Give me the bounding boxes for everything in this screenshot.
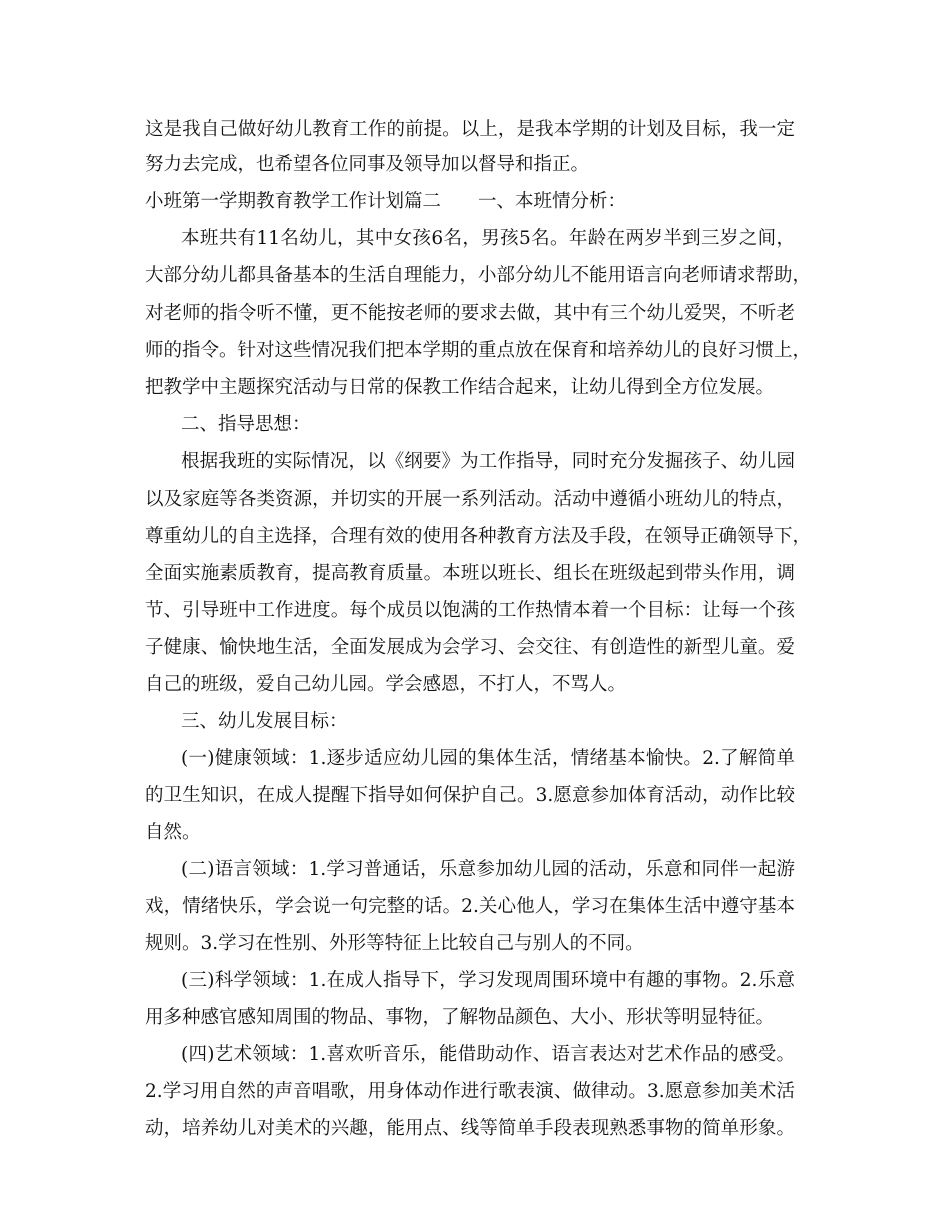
- text-line: 全面实施素质教育，提高教育质量。本班以班长、组长在班级起到带头作用，调: [145, 563, 795, 584]
- text-line: 大部分幼儿都具备基本的生活自理能力，小部分幼儿不能用语言向老师请求帮助，: [145, 265, 812, 286]
- text-line: 把教学中主题探究活动与日常的保教工作结合起来，让幼儿得到全方位发展。: [145, 377, 775, 398]
- text-line: 规则。3.学习在性别、外形等特征上比较自己与别人的不同。: [145, 933, 644, 954]
- text-line: 根据我班的实际情况，以《纲要》为工作指导，同时充分发掘孩子、幼儿园: [181, 451, 795, 472]
- text-line: 这是我自己做好幼儿教育工作的前提。以上，是我本学期的计划及目标，我一定: [145, 119, 795, 140]
- text-line: 努力去完成，也希望各位同事及领导加以督导和指正。: [145, 154, 590, 175]
- text-line: 的卫生知识，在成人提醒下指导如何保护自己。3.愿意参加体育活动，动作比较: [145, 785, 795, 806]
- text-line: 用多种感官感知周围的物品、事物，了解物品颜色、大小、形状等明显特征。: [145, 1007, 775, 1028]
- text-line: (二)语言领域：1.学习普通话，乐意参加幼儿园的活动，乐意和同伴一起游: [181, 859, 795, 880]
- text-line: 师的指令。针对这些情况我们把本学期的重点放在保育和培养幼儿的良好习惯上，: [145, 340, 812, 361]
- text-line: 本班共有11名幼儿，其中女孩6名，男孩5名。年龄在两岁半到三岁之间，: [181, 228, 795, 249]
- text-line: (四)艺术领域：1.喜欢听音乐，能借助动作、语言表达对艺术作品的感受。: [181, 1044, 795, 1065]
- text-line: (三)科学领域：1.在成人指导下，学习发现周围环境中有趣的事物。2.乐意: [181, 970, 795, 991]
- text-line: 2.学习用自然的声音唱歌，用身体动作进行歌表演、做律动。3.愿意参加美术活: [145, 1081, 795, 1102]
- text-line: 尊重幼儿的自主选择，合理有效的使用各种教育方法及手段，在领导正确领导下，: [145, 526, 812, 547]
- text-line: 子健康、愉快地生活，全面发展成为会学习、会交往、有创造性的新型儿童。爱: [145, 637, 795, 658]
- section-heading: 小班第一学期教育教学工作计划篇二 一、本班情分析：: [145, 191, 627, 212]
- text-line: 节、引导班中工作进度。每个成员以饱满的工作热情本着一个目标：让每一个孩: [145, 600, 795, 621]
- section-heading: 三、幼儿发展目标：: [181, 711, 348, 732]
- text-line: (一)健康领域：1.逐步适应幼儿园的集体生活，情绪基本愉快。2.了解简单: [181, 748, 795, 769]
- text-line: 以及家庭等各类资源，并切实的开展一系列活动。活动中遵循小班幼儿的特点，: [145, 489, 795, 510]
- text-line: 自然。: [145, 822, 201, 843]
- text-line: 动，培养幼儿对美术的兴趣，能用点、线等简单手段表现熟悉事物的简单形象。: [145, 1118, 795, 1139]
- text-line: 对老师的指令听不懂，更不能按老师的要求去做，其中有三个幼儿爱哭，不听老: [145, 303, 795, 324]
- section-heading: 二、指导思想：: [181, 414, 311, 435]
- text-line: 戏，情绪快乐，学会说一句完整的话。2.关心他人，学习在集体生活中遵守基本: [145, 896, 795, 917]
- text-line: 自己的班级，爱自己幼儿园。学会感恩，不打人，不骂人。: [145, 674, 627, 695]
